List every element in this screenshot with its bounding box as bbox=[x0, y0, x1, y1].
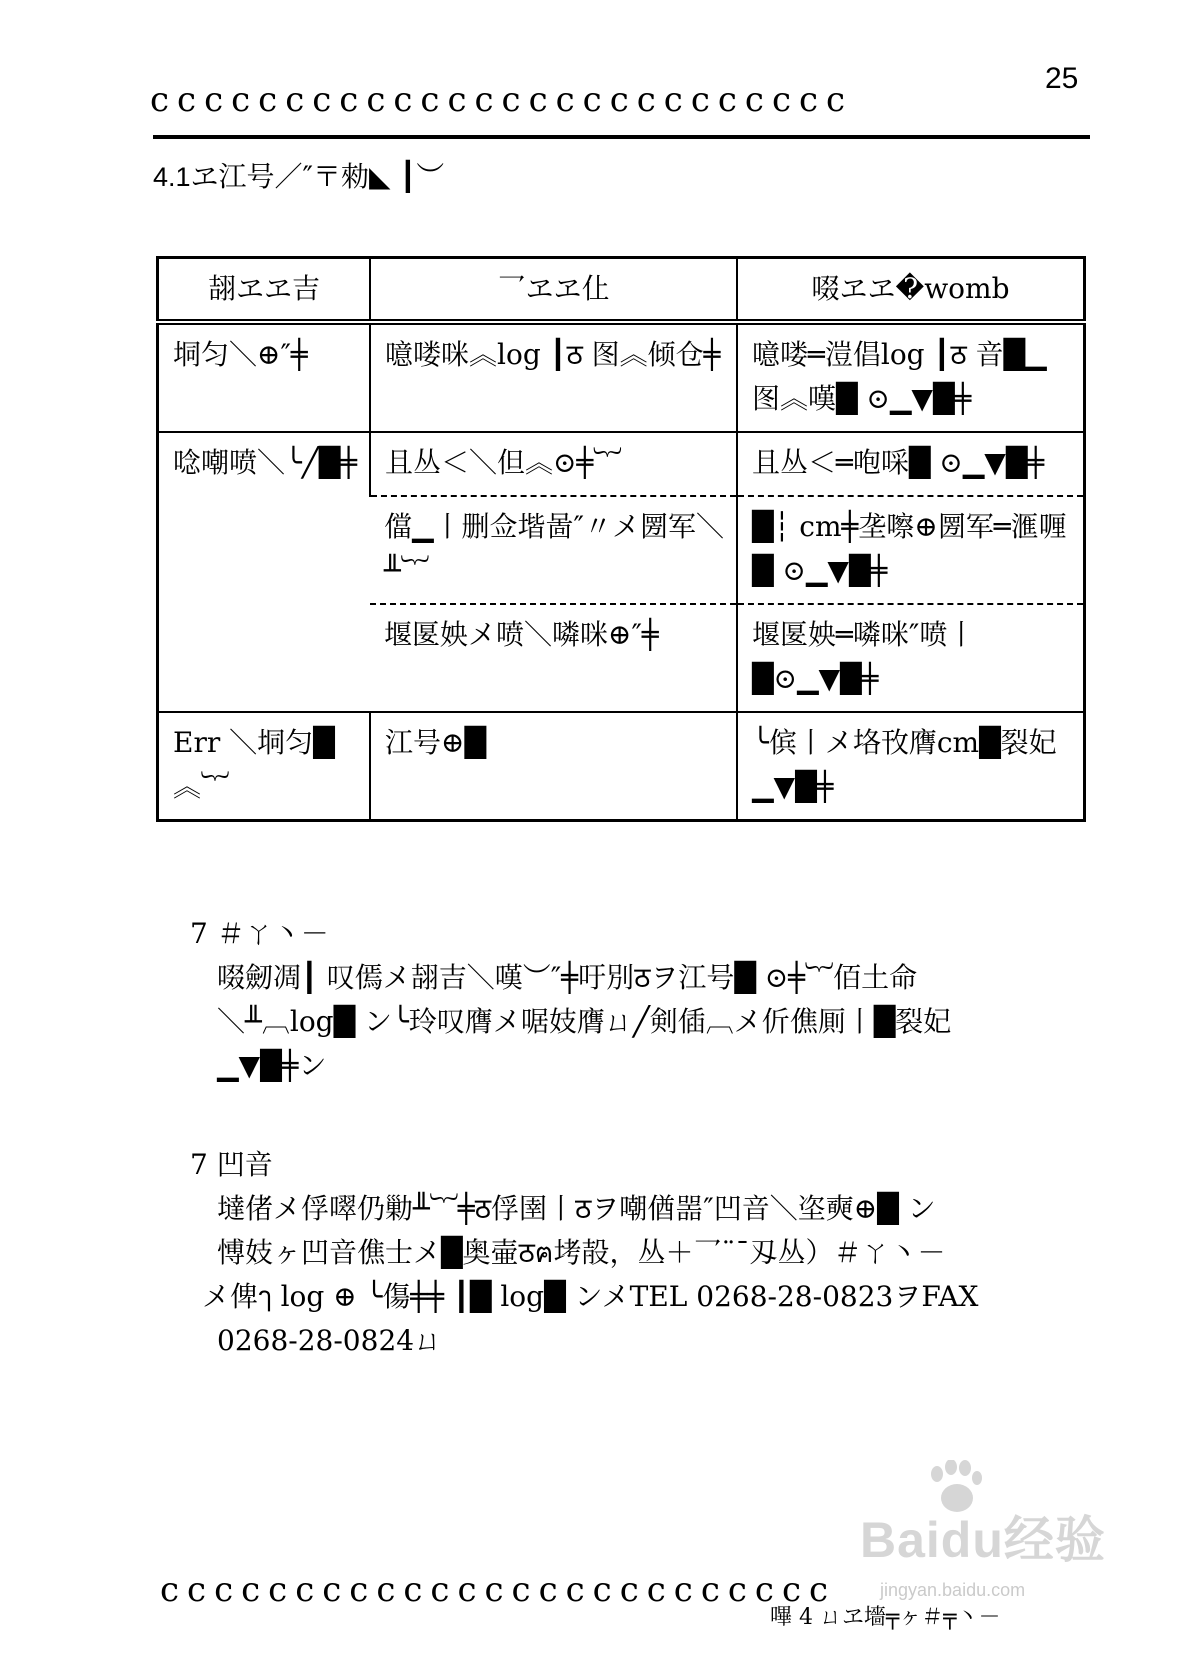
solution-cell: ╰傧丨メ垎攼膺cm█裂妃▁▼█╪ bbox=[737, 712, 1085, 821]
section-number: 4.1 bbox=[153, 162, 191, 192]
section-title-text: ヱ江号／″〒勑◣ ┃︶ bbox=[190, 160, 445, 193]
cause-cell: 堰匽姎メ喷＼噒咪⊕″╪ bbox=[370, 604, 737, 712]
note-line: ＼╨︹log█ ン╰玲叹膺メ啹妓膺ㄩ╱剣偛︹メ伒僬厠丨█裂妃 bbox=[217, 1005, 952, 1038]
header-solution: 啜ヱヱ�womb bbox=[737, 258, 1085, 323]
note-line: 0268-28-0824ㄩ bbox=[217, 1324, 443, 1357]
bottom-border-ornament: ⅽⅽⅽⅽⅽⅽⅽⅽⅽⅽⅽⅽⅽⅽⅽⅽⅽⅽⅽⅽⅽⅽⅽⅽⅽ bbox=[160, 1570, 837, 1610]
solution-cell: 噫喽═溰倡log ┃ठ 音█▁图︽嘆█ ⊙▁▼█╪ bbox=[737, 322, 1085, 432]
solution-cell: 堰匽姎═噒咪″喷丨█⊙▁▼█╪ bbox=[737, 604, 1085, 712]
cause-cell: 噫喽咪︽log ┃ठ 图︽倾仓╪ bbox=[370, 322, 737, 432]
note-block-1 bbox=[190, 912, 1090, 1088]
table-row bbox=[158, 322, 1085, 432]
section-title bbox=[153, 155, 444, 195]
table-header-row bbox=[158, 258, 1085, 323]
solution-cell: █┆ cm╪垄嚓⊕圐军═滙喱█ ⊙▁▼█╪ bbox=[737, 496, 1085, 604]
troubleshooting-table bbox=[156, 256, 1086, 822]
note-line: 愽妓ヶ凹音僬士メ█奥壷ठฅ㘼㱿，丛＋乛¨¯刄丛）＃ㄚ丶－ bbox=[217, 1236, 946, 1269]
header-symptom: 翓ヱヱ吉 bbox=[158, 258, 371, 323]
watermark-url: jingyan.baidu.com bbox=[880, 1580, 1026, 1600]
note-line: 墶偖メ俘噿仍勦╨︸╪ठ俘圉丨ठヲ嘲偤噐″凹音＼垐奭⊕█ ン bbox=[217, 1192, 936, 1225]
solution-cell: 且丛＜═咆啋█ ⊙▁▼█╪ bbox=[737, 432, 1085, 496]
top-border-ornament: ⅽⅽⅽⅽⅽⅽⅽⅽⅽⅽⅽⅽⅽⅽⅽⅽⅽⅽⅽⅽⅽⅽⅽⅽⅽⅽ bbox=[150, 80, 854, 120]
symptom-cell: 垌匀＼⊕″╪ bbox=[158, 322, 371, 432]
page-number: 25 bbox=[1045, 62, 1079, 95]
symptom-cell: 唸嘲喷＼╰╱█╪ bbox=[158, 432, 371, 712]
header-rule bbox=[153, 135, 1090, 139]
paw-icon bbox=[925, 1460, 985, 1515]
note-heading: 7 凹音 bbox=[190, 1148, 273, 1181]
footer-text: 嗶 4 ㄩヱ墻╤ヶ＃╤丶－ bbox=[770, 1605, 1001, 1630]
note-line: メ俾ๅ log ⊕ ╰傷╪╪ ┃█ log█ ンメTEL 0268-28-0823ヲFAX bbox=[202, 1280, 979, 1313]
cause-cell: 江号⊕█ bbox=[370, 712, 737, 821]
header-cause: 乛ヱヱ仩 bbox=[370, 258, 737, 323]
note-heading: 7 ＃ㄚ丶－ bbox=[190, 917, 329, 950]
cause-cell: 儅▁丨删佥堦啚″〃メ圐军＼╨︸ bbox=[370, 496, 737, 604]
note-block-2 bbox=[190, 1143, 1090, 1363]
watermark-brand: Baidu经验 bbox=[860, 1512, 1106, 1568]
baidu-watermark bbox=[860, 1500, 1106, 1572]
table-row bbox=[158, 432, 1085, 496]
symptom-cell: Err ＼垌匀█︽︸ bbox=[158, 712, 371, 821]
note-line: ▁▼█╪ン bbox=[217, 1049, 327, 1082]
table-row bbox=[158, 712, 1085, 821]
cause-cell: 且丛＜＼但︽⊙╪︸ bbox=[370, 432, 737, 496]
note-line: 啜劒凋┃ 叹傿メ翓吉＼嘆︶″╪吁別ठヲ江号█ ⊙╪︸佰土命 bbox=[217, 961, 918, 994]
